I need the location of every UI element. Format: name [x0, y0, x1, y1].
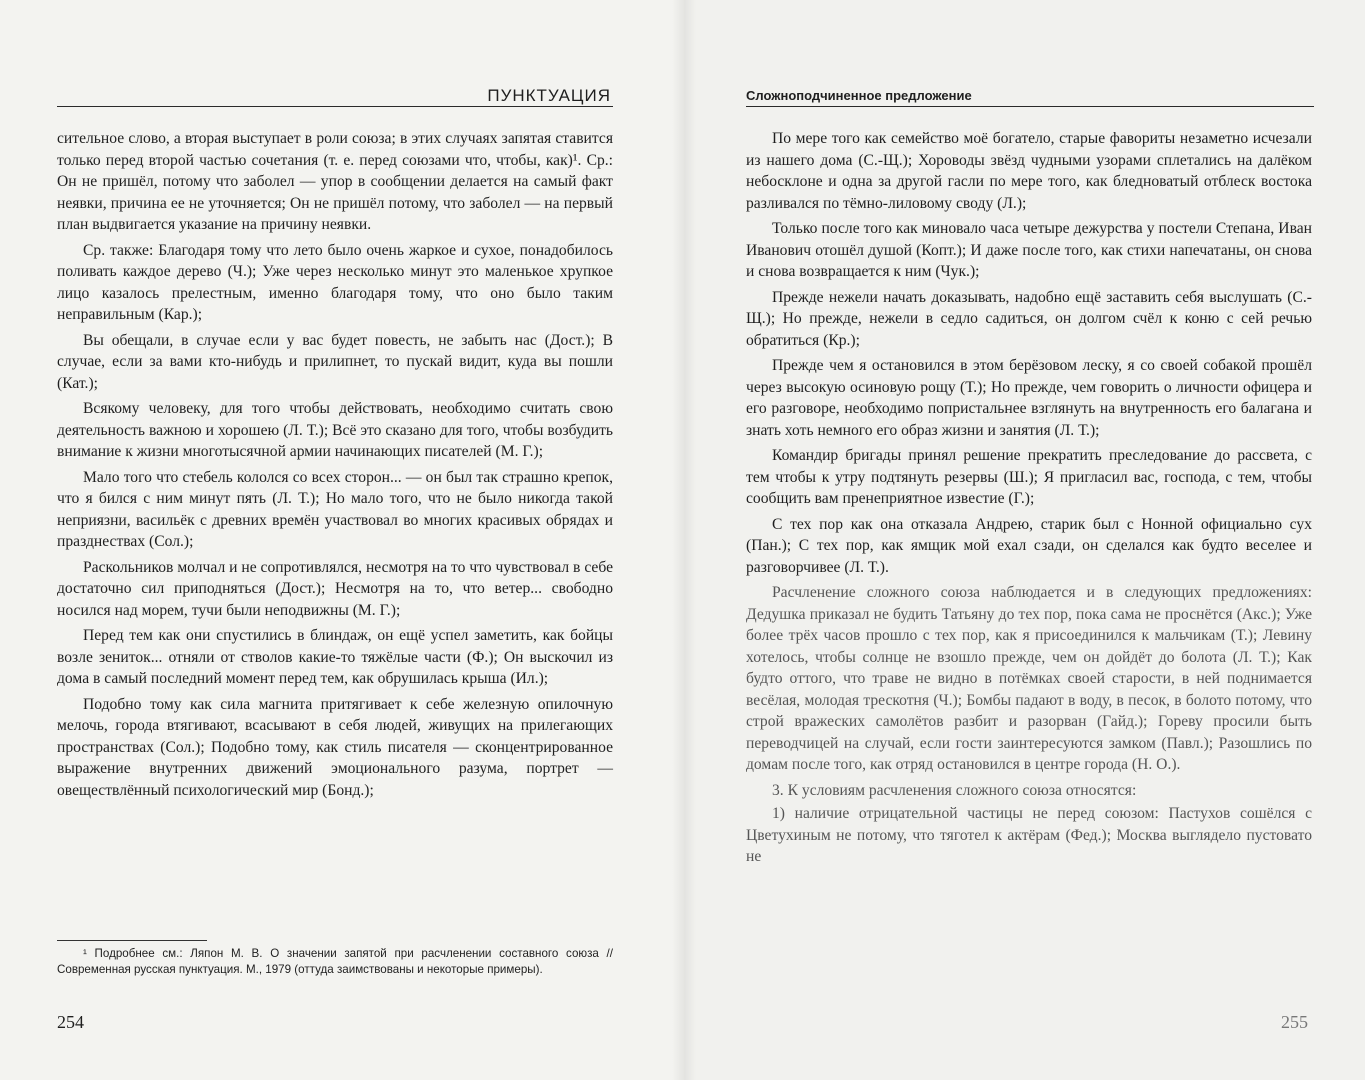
footnote-divider [57, 940, 207, 941]
paragraph: Только после того как миновало часа четыре дежурства у постели Степана, Иван Иванович отошёл душой (Копт.); И даже после того, как стихи напечатаны, он снова и снова возвращается к ним (Чук.); [746, 220, 1312, 280]
book-gutter [672, 0, 696, 1080]
right-page [684, 0, 1365, 1080]
paragraph: Командир бригады принял решение прекратить преследование до рассвета, с тем чтобы к утру подтянуть резервы (Ш.); Я пригласил вас, господа, с тем, чтобы сообщить вам пренеприятное известие (Г.); [746, 447, 1312, 507]
paragraph: Перед тем как они спустились в блиндаж, он ещё успел заметить, как бойцы возле зениток... отняли от стволов какие-то тяжёлые части (Ф.); Он выскочил из дома в самый последний момент перед тем, как обрушилась крыша (Ил.); [57, 627, 613, 687]
paragraph: Раскольников молчал и не сопротивлялся, несмотря на то что чувствовал в себе достаточно сил приподняться (Дост.); Несмотря на то, что ветер... свободно носился над морем, тучи были неподвижны (М. Г.); [57, 558, 614, 619]
running-header-right [746, 78, 1314, 107]
page-number-right: 255 [1281, 1012, 1308, 1032]
left-page-body [57, 128, 613, 805]
paragraph: Расчленение сложного союза наблюдается и в следующих предложениях: Дедушка приказал не будить Татьяну до тех пор, пока сама не проснётся (Акс.); Уже более трёх часов прошло с тех пор, как я присоединился к мальчикам (Т.); Левину хотелось, чтобы солнце не взошло прежде, чем он дойдёт до болота (Л. Т.); Как будто оттого, что траве не видно в потёмках своей старости, в ней поднимается весёлая, молодая трескотня (Ч.); Бомбы падают в воду, в песок, в болото потому, что строй вражеских самолётов разбит и разорван (Гайд.); Гореву просили быть переводчицей на случай, если гости заинтересуются замком (Павл.); Разошлись по домам после того, как отряд остановился в центре города (Н. О.). [746, 584, 1312, 773]
paragraph: Ср. также: Благодаря тому что лето было очень жаркое и сухое, понадобилось поливать каждое дерево (Ч.); Уже через несколько минут это маленькое хрупкое лицо казалось прелестным, именно благодаря тому, что оно было таким неправильным (Кар.); [57, 241, 613, 323]
footnote: ¹ Подробнее см.: Ляпон М. В. О значении запятой при расчленении составного союза // Современная русская пунктуация. М., 1979 (оттуда заимствованы и некоторые примеры). [57, 947, 613, 976]
paragraph: 1) наличие отрицательной частицы не перед союзом: Пастухов сошёлся с Цветухиным не потому, что тяготел к актёрам (Фед.); Москва выглядело пустовато не [746, 805, 1312, 865]
paragraph: С тех пор как она отказала Андрею, старик был с Нонной официально сух (Пан.); С тех пор, как ямщик мой ехал сзади, он сделался как будто веселее и разговорчивее (Л. Т.). [746, 515, 1312, 576]
header-title-right: Сложноподчиненное предложение [746, 88, 972, 103]
paragraph: 3. К условиям расчленения сложного союза относятся: [772, 781, 1137, 799]
paragraph: Всякому человеку, для того чтобы действовать, необходимо считать свою деятельность важною и хорошею (Л. Т.); Всё это сказано для того, чтобы возбудить внимание к жизни многотысячной армии начинающих писателей (М. Г.); [57, 400, 613, 460]
paragraph: Прежде чем я остановился в этом берёзовом леску, я со своей собакой прошёл через высокую осиновую рощу (Т.); Но прежде, чем говорить о личности офицера и его разговоре, необходимо попристальнее взглянуть на внутренность его балагана и знать хоть немного его образ жизни и занятия (Л. Т.); [746, 357, 1312, 439]
paragraph: Мало того что стебель кололся со всех сторон... — он был так страшно крепок, что я бился с ним минут пять (Л. Т.); Но мало того, что не было никогда такой неприязни, васильёк с древних времён участвовал во многих красивых обрядах и празднествах (Сол.); [57, 468, 613, 550]
running-header-left [57, 78, 613, 107]
header-title-left: ПУНКТУАЦИЯ [487, 86, 611, 105]
paragraph: Прежде нежели начать доказывать, надобно ещё заставить себя выслушать (С.-Щ.); Но прежде, нежели в седло садиться, он долгом счёл к коню с сей речью обратиться (Кр.); [746, 288, 1312, 349]
right-page-body [746, 128, 1312, 870]
paragraph: По мере того как семейство моё богатело, старые фавориты незаметно исчезали из нашего дома (С.-Щ.); Хороводы звёзд чудными узорами сплетались на далёком небосклоне и одна за другой гасли по мере того, как бледноватый отблеск востока разливался по тёмно-лиловому своду (Л.); [746, 130, 1312, 212]
page-number-left: 254 [57, 1012, 84, 1032]
paragraph: Подобно тому как сила магнита притягивает к себе железную опилочную мелочь, города втягивают, всасывают в себя людей, живущих на прилегающих пространствах (Сол.); Подобно тому, как стиль писателя — сконцентрированное выражение внутренних движений эмоционального разума, портрет — овеществлённый психологический мир (Бонд.); [57, 695, 613, 799]
paragraph: Вы обещали, в случае если у вас будет повесть, не забыть нас (Дост.); В случае, если за вами кто-нибудь и прилипнет, то пускай видит, куда вы пошли (Кат.); [57, 331, 613, 392]
paragraph: сительное слово, а вторая выступает в роли союза; в этих случаях запятая ставится только перед второй частью сочетания (т. е. перед союзами что, чтобы, как)¹. Ср.: Он не пришёл, потому что заболел — упор в сообщении делается на самый факт неявки, причина ее не уточняется; Он не пришёл потому, что заболел — на первый план выдвигается указание на причину неявки. [57, 130, 613, 233]
